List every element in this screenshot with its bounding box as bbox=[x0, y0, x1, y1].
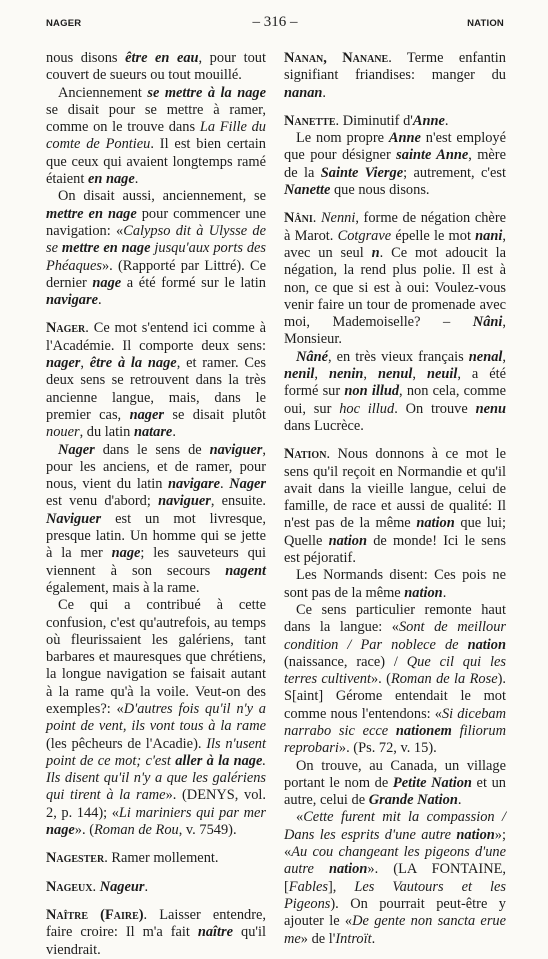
text-run: ». ( bbox=[370, 671, 391, 688]
bold-italic-run: nation bbox=[328, 861, 368, 878]
entry-headword: Nanan, Nanane bbox=[284, 50, 389, 66]
bold-italic-run: Sainte Vierge bbox=[320, 164, 404, 181]
bold-italic-run: navigare bbox=[46, 292, 98, 309]
text-run: . bbox=[371, 930, 376, 947]
text-run: Le nom propre bbox=[296, 130, 389, 147]
text-run: ». ( bbox=[74, 822, 94, 839]
paragraph bbox=[46, 188, 266, 309]
paragraph bbox=[284, 113, 506, 130]
italic-run: Cette furent mit la compassion / Dans les esprits d'une autre bbox=[284, 809, 506, 843]
text-run: pour commencer une navigation: « bbox=[46, 205, 266, 239]
bold-italic-run: Grande Nation bbox=[368, 792, 458, 809]
text-run: ». (LA FONTAINE, [ bbox=[284, 861, 506, 895]
bold-italic-run: non illud bbox=[344, 383, 400, 400]
text-run: ». (Rapporté par Littré). Ce dernier bbox=[46, 257, 266, 291]
text-run: . Ce mot s'entend ici comme à l'Académie. Il comporte deux sens: bbox=[46, 320, 266, 354]
entry-headword: Nagester bbox=[46, 850, 105, 867]
page-number: – 316 – bbox=[252, 14, 298, 30]
entry-headword: Nation bbox=[284, 446, 327, 463]
text-run: . Nous donnons à ce mot le sens qu'il reçoit en Normandie et qu'il avait dans la vieille langue, celui de famille, de race et aussi de qualité: Il n'est pas de la même bbox=[284, 446, 506, 532]
italic-run: Si dicebam narrabo sic ecce bbox=[284, 705, 506, 739]
bold-italic-run: nani bbox=[475, 227, 503, 244]
bold-italic-run: nage bbox=[92, 274, 122, 291]
text-run: que nous disons. bbox=[330, 182, 430, 199]
italic-run: jusqu'aux ports des Phéaques bbox=[46, 240, 267, 274]
text-run: »; « bbox=[284, 826, 506, 861]
italic-run: Calypso dit à Ulysse de se bbox=[46, 222, 266, 257]
text-run: . bbox=[144, 878, 149, 895]
text-run: , bbox=[502, 348, 506, 365]
running-header bbox=[46, 14, 504, 32]
bold-italic-run: nation bbox=[404, 584, 443, 601]
italic-run: Sont de meillour condition / Par noblece de bbox=[284, 619, 506, 653]
text-run: nous disons bbox=[46, 50, 126, 66]
bold-italic-run: Nager bbox=[58, 441, 95, 458]
bold-italic-run: nenin bbox=[328, 366, 364, 383]
bold-italic-run: sainte Anne bbox=[396, 147, 469, 164]
entry-headword: Nageux bbox=[46, 878, 93, 895]
bold-italic-run: nenul bbox=[377, 366, 413, 383]
text-run: . Il est bien certain que ceux qui avaient longtemps ramé étaient bbox=[46, 136, 266, 188]
bold-italic-run: Nanette bbox=[284, 182, 331, 199]
header-left-guideword: NAGER bbox=[46, 18, 82, 29]
bold-italic-run: nationem bbox=[395, 722, 452, 739]
text-run: . bbox=[220, 476, 230, 493]
text-run: , pour les anciens, et de ramer, pour nous, vient du latin bbox=[46, 441, 266, 493]
text-run: épelle le mot bbox=[391, 227, 476, 244]
text-run: . Ce mot adoucit la négation, la rend plus polie. Il est à non, ce que si est à oui: Voulez-vous venir faire un tour de promenade avec moi, Mademoiselle? – bbox=[284, 244, 506, 331]
text-run: , mère de la bbox=[284, 147, 506, 181]
italic-run: Fables bbox=[288, 878, 328, 895]
paragraph bbox=[284, 602, 506, 758]
bold-italic-run: neuil bbox=[426, 366, 458, 383]
italic-run: Roman de Rou bbox=[93, 822, 179, 839]
bold-italic-run: n bbox=[371, 244, 380, 261]
paragraph bbox=[46, 442, 266, 598]
paragraph bbox=[284, 446, 506, 567]
text-run: « bbox=[296, 809, 304, 826]
text-run: Les Normands disent: Ces pois ne sont pas de la même bbox=[284, 567, 506, 601]
text-run: On trouve, au Canada, un village portant le nom de bbox=[284, 757, 506, 791]
text-run: ; autrement, c'est bbox=[403, 164, 507, 181]
text-run: Ce sens particulier remonte haut dans la langue: « bbox=[284, 601, 506, 636]
paragraph bbox=[284, 758, 506, 810]
text-run: se disait plutôt bbox=[163, 406, 266, 423]
italic-run: Que cil qui les terres cultivent bbox=[284, 653, 506, 688]
bold-italic-run: se mettre à la nage bbox=[147, 84, 266, 101]
text-run: ). S[aint] Gérome entendait le mot comme nous l'entendons: « bbox=[284, 671, 506, 722]
text-run: , bbox=[80, 355, 90, 372]
text-run: , ensuite. bbox=[210, 493, 266, 510]
header-right-guideword: NATION bbox=[467, 18, 504, 29]
text-run: a été formé sur le latin bbox=[121, 274, 266, 291]
text-run: dans Lucrèce. bbox=[284, 417, 364, 434]
text-run: également, mais à la rame. bbox=[46, 579, 200, 596]
text-run: n'est employé que pour désigner bbox=[284, 130, 506, 164]
text-run: . bbox=[92, 878, 100, 895]
text-run: . bbox=[444, 112, 449, 129]
paragraph bbox=[46, 320, 266, 441]
text-run: , forme de négation chère à Marot. bbox=[284, 210, 506, 244]
bold-italic-run: nagent bbox=[225, 562, 266, 579]
bold-italic-run: nation bbox=[467, 636, 506, 653]
entry-headword: Nager bbox=[46, 320, 86, 337]
bold-italic-run: nenal bbox=[468, 348, 503, 365]
italic-run: hoc illud bbox=[339, 400, 395, 417]
text-run: . bbox=[322, 84, 327, 101]
text-run: . bbox=[134, 171, 139, 188]
text-run: , du latin bbox=[79, 424, 134, 441]
italic-run: Introït bbox=[335, 930, 372, 947]
bold-italic-run: nager bbox=[129, 406, 164, 423]
text-run: . bbox=[457, 792, 462, 809]
italic-run: La Fille du comte de Pontieu bbox=[46, 119, 266, 153]
paragraph bbox=[46, 879, 266, 896]
text-run: de monde! Ici le sens est péjoratif. bbox=[284, 532, 506, 567]
text-run: , Monsieur. bbox=[284, 314, 506, 348]
text-run: est un mot livresque, presque latin. Un homme qui se jette à la mer bbox=[46, 510, 266, 562]
bold-italic-run: mettre en nage bbox=[61, 240, 151, 257]
text-run: , bbox=[412, 366, 427, 383]
bold-italic-run: navigare bbox=[168, 476, 220, 493]
bold-italic-run: Petite Nation bbox=[392, 774, 472, 791]
bold-italic-run: nation bbox=[456, 826, 495, 843]
text-run: est venu d'abord; bbox=[46, 493, 159, 510]
bold-italic-run: être à la nage bbox=[89, 355, 177, 372]
italic-run: . Ils disent qu'il n'y a que les galériens qui tirent à la rame bbox=[46, 752, 266, 804]
text-run: , v. 7549). bbox=[178, 822, 237, 839]
text-run: . Terme enfantin signifiant friandises: manger du bbox=[284, 50, 506, 84]
text-run: ». (DENYS, vol. 2, p. 144); « bbox=[46, 787, 267, 821]
bold-italic-run: Nageur bbox=[99, 878, 145, 895]
text-run: qu'il viendrait. bbox=[46, 924, 266, 958]
entry-headword: Nâni bbox=[284, 210, 313, 227]
text-run: . bbox=[442, 584, 447, 601]
bold-italic-run: Nager bbox=[229, 476, 267, 493]
text-run: dans le sens de bbox=[94, 441, 210, 458]
bold-italic-run: naviguer bbox=[158, 493, 211, 510]
text-run: , bbox=[363, 366, 378, 383]
paragraph bbox=[284, 50, 506, 102]
italic-run: De gente non sancta erue me bbox=[284, 913, 507, 947]
paragraph bbox=[46, 597, 266, 839]
text-run: et un autre, celui de bbox=[284, 774, 506, 809]
paragraph bbox=[46, 850, 266, 867]
bold-italic-run: nage bbox=[46, 822, 75, 839]
right-column bbox=[284, 50, 506, 948]
bold-italic-run: être en eau bbox=[125, 50, 199, 66]
bold-italic-run: Nâné bbox=[296, 348, 328, 365]
text-run: ». (Ps. 72, v. 15). bbox=[338, 740, 437, 757]
text-run: . Laisser entendre, faire croire: Il m'a fait bbox=[46, 906, 266, 941]
entry-headword: Naître (Faire) bbox=[46, 906, 144, 923]
text-run: (naissance, race) / bbox=[284, 653, 407, 670]
bold-italic-run: nation bbox=[416, 515, 455, 532]
text-run: . Ramer mollement. bbox=[104, 850, 219, 867]
italic-run: Au cou changeant les pigeons d'une autre bbox=[284, 844, 506, 878]
text-run: se disait pour se mettre à ramer, comme on le trouve dans bbox=[46, 101, 266, 136]
italic-run: filiorum reprobari bbox=[284, 722, 506, 757]
bold-italic-run: Nâni bbox=[472, 314, 503, 331]
paragraph bbox=[284, 130, 506, 199]
bold-italic-run: nager bbox=[46, 355, 81, 372]
text-run: ], bbox=[327, 878, 355, 895]
bold-italic-run: Anne bbox=[412, 112, 445, 129]
bold-italic-run: Naviguer bbox=[46, 510, 102, 527]
paragraph bbox=[46, 85, 266, 189]
paragraph bbox=[284, 567, 506, 602]
text-run: , et ramer. Ces deux sens se retrouvent dans la très ancienne langue, mais, dans le premier cas, bbox=[46, 355, 266, 423]
text-run: , non cela, comme oui, sur bbox=[284, 383, 506, 417]
text-run: Ce qui a contribué à cette confusion, c'est qu'autrefois, au temps où fleurissaient les galériens, tant barbares et mauresques que chrétiens, la longue navigation se faisait autant à la rame qu'à la voile. Veut-on des exemples?: « bbox=[46, 597, 266, 717]
paragraph bbox=[284, 210, 506, 348]
text-run: , bbox=[314, 366, 329, 383]
bold-italic-run: nation bbox=[328, 532, 367, 549]
text-run: , pour tout couvert de sueurs ou tout mouillé. bbox=[46, 50, 266, 84]
bold-italic-run: naviguer bbox=[209, 441, 263, 458]
paragraph bbox=[284, 809, 506, 947]
text-run: . bbox=[172, 424, 176, 441]
text-run: ). On pourrait peut-être y ajouter le « bbox=[284, 895, 506, 930]
text-run: , avec un seul bbox=[284, 227, 506, 261]
italic-run: Nenni bbox=[320, 210, 356, 227]
bold-italic-run: nage bbox=[111, 545, 141, 562]
left-column bbox=[46, 50, 266, 959]
paragraph bbox=[46, 50, 266, 85]
text-run: ; les sauveteurs qui viennent à son secours bbox=[46, 545, 266, 579]
bold-italic-run: aller à la nage bbox=[175, 752, 263, 769]
text-run: » de l' bbox=[300, 930, 336, 947]
text-run: On disait aussi, anciennement, se bbox=[58, 188, 266, 205]
italic-run: Ils n'usent point de ce mot; c'est bbox=[46, 735, 267, 769]
bold-italic-run: nenil bbox=[284, 366, 315, 383]
text-run: que lui; Quelle bbox=[284, 515, 506, 549]
italic-run: Cotgrave bbox=[337, 227, 392, 244]
paragraph bbox=[46, 907, 266, 959]
paragraph bbox=[284, 349, 506, 435]
text-run: . bbox=[312, 210, 321, 227]
italic-run: D'autres fois qu'il n'y a point de vent, ils vont tous à la rame bbox=[46, 700, 266, 735]
text-run: Anciennement bbox=[58, 84, 148, 101]
bold-italic-run: nanan bbox=[284, 84, 323, 101]
text-run: (les pêcheurs de l'Acadie). bbox=[46, 735, 207, 752]
text-run: , a été formé sur bbox=[284, 366, 507, 400]
bold-italic-run: nenu bbox=[475, 400, 506, 417]
italic-run: nouer bbox=[46, 424, 80, 441]
bold-italic-run: naître bbox=[197, 924, 234, 941]
text-run: . On trouve bbox=[394, 400, 476, 417]
italic-run: Li mariniers qui par mer bbox=[118, 804, 266, 821]
text-run: , en très vieux français bbox=[327, 348, 469, 365]
text-run: . Diminutif d' bbox=[335, 112, 413, 129]
bold-italic-run: natare bbox=[133, 424, 173, 441]
bold-italic-run: en nage bbox=[87, 171, 135, 188]
italic-run: Roman de la Rose bbox=[390, 671, 498, 688]
italic-run: Les Vautours et les Pigeons bbox=[284, 878, 506, 912]
text-run: . bbox=[97, 292, 102, 309]
bold-italic-run: Anne bbox=[388, 130, 421, 147]
entry-headword: Nanette bbox=[284, 112, 336, 129]
bold-italic-run: mettre en nage bbox=[46, 205, 137, 222]
